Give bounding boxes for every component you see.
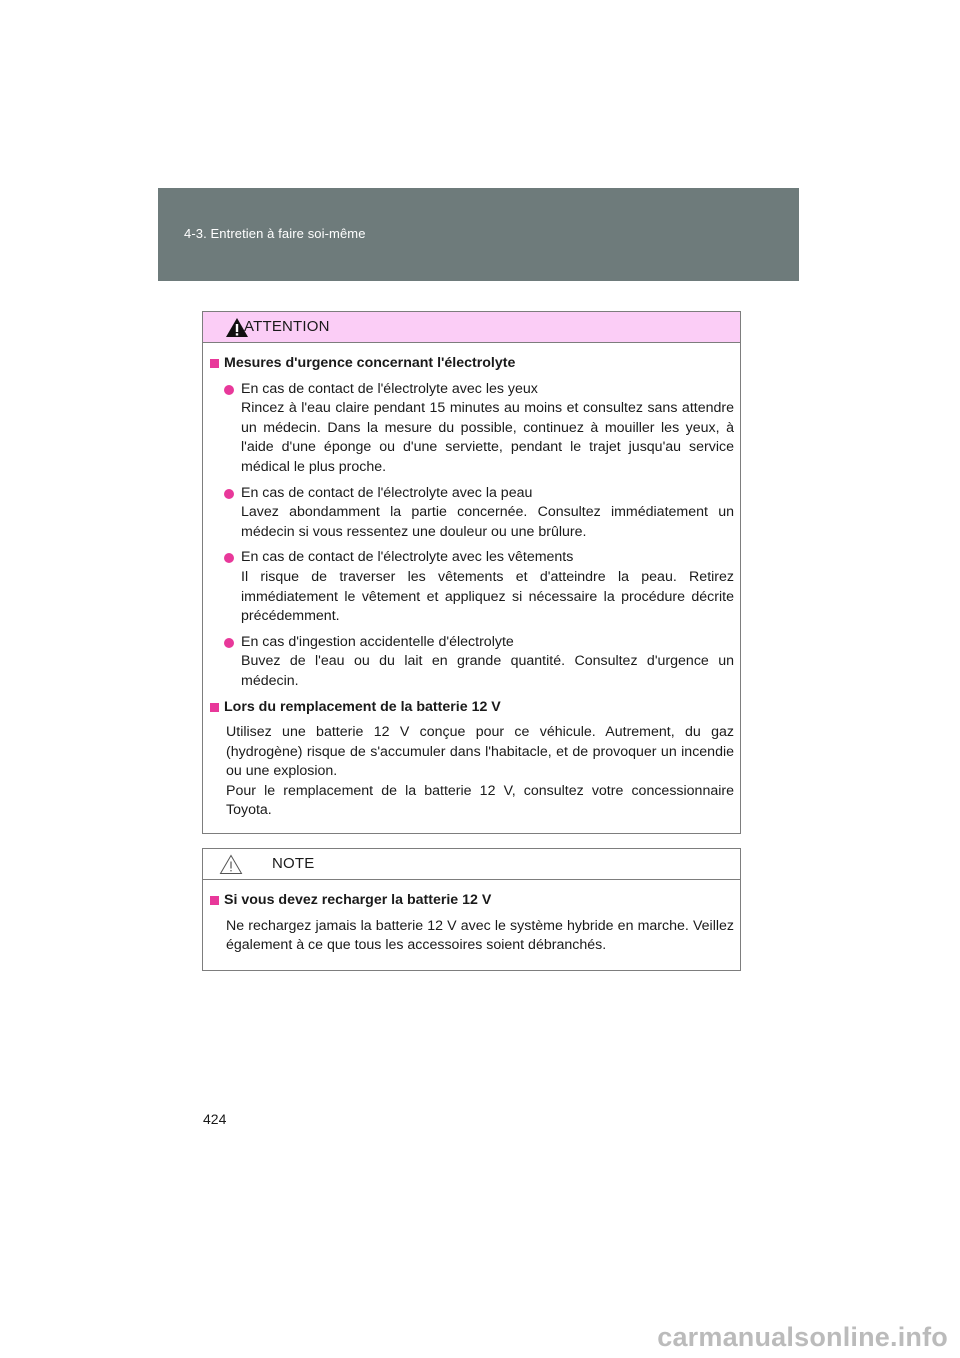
item-label: En cas de contact de l'électrolyte avec les vêtements	[241, 549, 574, 566]
paragraph-text: Pour le remplacement de la batterie 12 V, consultez votre concessionnaire Toyota.	[226, 782, 734, 819]
page-number: 424	[203, 1111, 227, 1127]
note-body	[203, 880, 740, 956]
paragraph	[209, 723, 734, 821]
heading-text: Lors du remplacement de la batterie 12 V	[224, 698, 501, 715]
paragraph-text: Ne rechargez jamais la batterie 12 V avec le système hybride en marche. Veillez également à ce que tous les accessoires soient débranchés.	[226, 917, 734, 954]
attention-body	[203, 343, 740, 821]
heading-text: Si vous devez recharger la batterie 12 V	[224, 892, 492, 908]
circle-bullet-icon	[224, 489, 234, 499]
heading-electrolyte	[209, 354, 734, 374]
section-label: 4-3. Entretien à faire soi-même	[184, 226, 366, 241]
watermark: carmanualsonline.info	[657, 1322, 948, 1352]
item-text: Rincez à l'eau claire pendant 15 minutes au moins et consultez sans attendre un médecin. Dans la mesure du possible, continuez à mouiller les yeux, à l'aide d'une éponge ou d'une serviette, pendant le trajet jusqu'au service médical le plus proche.	[241, 400, 734, 475]
heading-recharge	[209, 891, 734, 911]
square-bullet-icon	[210, 703, 219, 712]
paragraph	[209, 917, 734, 956]
list-item	[209, 548, 734, 626]
attention-box	[202, 311, 741, 834]
item-text: Il risque de traverser les vêtements et d'atteindre la peau. Retirez immédiatement le vêtement et appliquez si nécessaire la procédure décrite précédemment.	[241, 568, 734, 625]
attention-title: ATTENTION	[244, 318, 330, 335]
item-label: En cas de contact de l'électrolyte avec les yeux	[241, 380, 538, 397]
square-bullet-icon	[210, 896, 219, 905]
square-bullet-icon	[210, 359, 219, 368]
list-item	[209, 380, 734, 478]
caution-outline-icon	[219, 854, 243, 875]
item-text: Lavez abondamment la partie concernée. Consultez immédiatement un médecin si vous ressentez une douleur ou une brûlure.	[241, 504, 734, 540]
note-title: NOTE	[272, 855, 315, 872]
attention-header	[203, 312, 740, 343]
heading-text: Mesures d'urgence concernant l'électrolyte	[224, 355, 516, 371]
note-header	[203, 849, 740, 880]
paragraph-text: Utilisez une batterie 12 V conçue pour ce véhicule. Autrement, du gaz (hydrogène) risque de s'accumuler dans l'habitacle, et de provoquer un incendie ou une explosion.	[226, 724, 734, 780]
circle-bullet-icon	[224, 638, 234, 648]
item-text: Buvez de l'eau ou du lait en grande quantité. Consultez d'urgence un médecin.	[241, 653, 734, 689]
circle-bullet-icon	[224, 553, 234, 563]
item-label: En cas d'ingestion accidentelle d'électrolyte	[241, 633, 514, 650]
note-box	[202, 848, 741, 971]
list-item	[209, 633, 734, 692]
item-label: En cas de contact de l'électrolyte avec la peau	[241, 484, 533, 501]
heading-battery-replacement	[209, 698, 734, 718]
list-item	[209, 484, 734, 543]
section-header	[158, 188, 799, 281]
circle-bullet-icon	[224, 385, 234, 395]
